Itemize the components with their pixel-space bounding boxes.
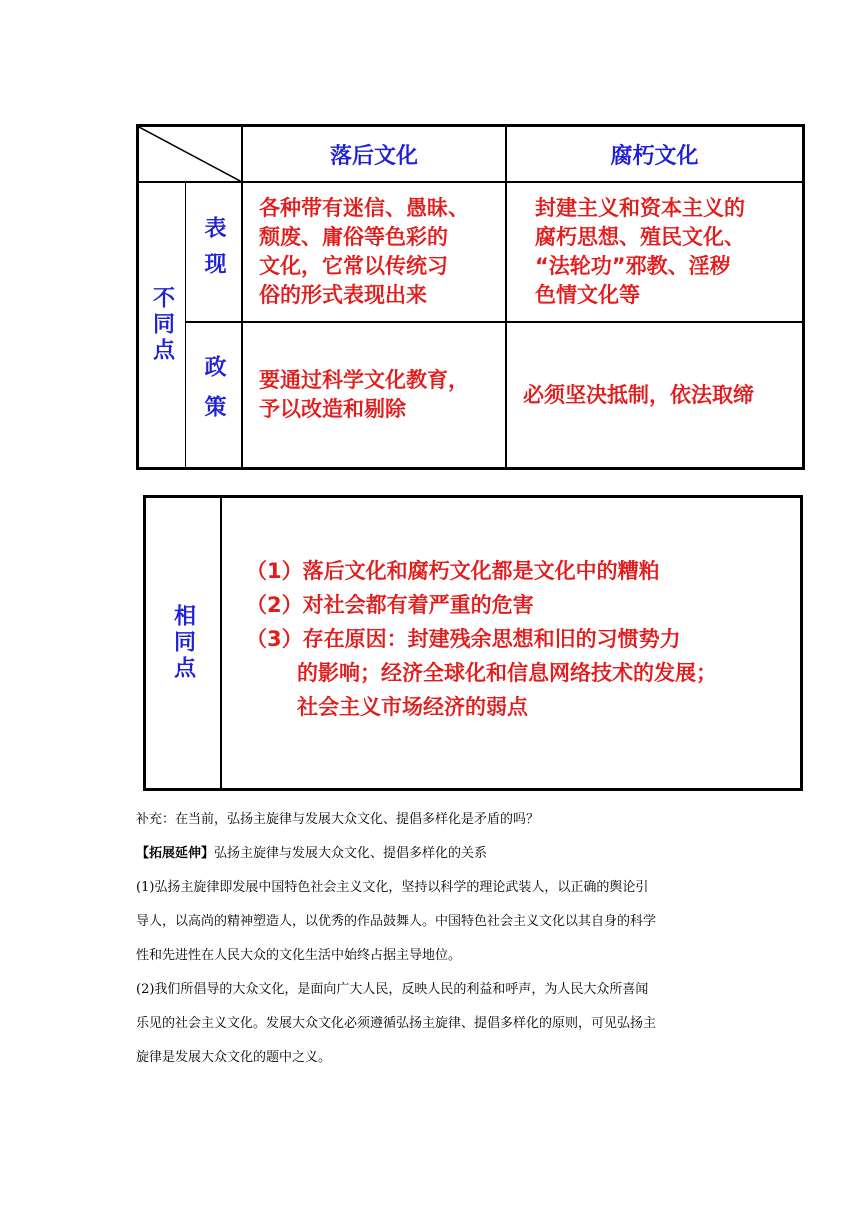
similarity-line: （1）落后文化和腐朽文化都是文化中的糟粕 <box>246 559 660 583</box>
paragraph-2-line: (2)我们所倡导的大众文化，是面向广大人民，反映人民的利益和呼声，为人民大众所喜闻 <box>136 982 649 997</box>
policy-backward: 要通过科学文化教育， 予以改造和剔除 <box>259 368 469 421</box>
differences-label: 不同点 <box>149 286 175 364</box>
similarity-line: （2）对社会都有着严重的危害 <box>246 593 534 617</box>
header-decadent-culture: 腐朽文化 <box>610 143 699 169</box>
manifestation-backward: 各种带有迷信、愚昧、 颓废、庸俗等色彩的 文化，它常以传统习 俗的形式表现出来 <box>259 196 469 307</box>
paragraph-2-line: 乐见的社会主义文化。发展大众文化必须遵循弘扬主旋律、提倡多样化的原则，可见弘扬主 <box>136 1016 657 1031</box>
extension-line <box>136 837 736 871</box>
paragraph-2-line: 旋律是发展大众文化的题中之义。 <box>136 1050 332 1065</box>
comparison-table-similarities <box>143 495 803 791</box>
extension-title: 弘扬主旋律与发展大众文化、提倡多样化的关系 <box>214 846 488 861</box>
policy-decadent: 必须坚决抵制，依法取缔 <box>523 382 754 407</box>
similarity-line: 的影响；经济全球化和信息网络技术的发展； <box>297 661 717 685</box>
supplement-question: 补充：在当前，弘扬主旋律与发展大众文化、提倡多样化是矛盾的吗？ <box>136 812 540 827</box>
manifestation-decadent: 封建主义和资本主义的 腐朽思想、殖民文化、 “法轮功”邪教、淫秽 色情文化等 <box>535 196 745 307</box>
paragraph-1-line: 性和先进性在人民大众的文化生活中始终占据主导地位。 <box>136 948 462 963</box>
similarity-line: （3）存在原因：封建残余思想和旧的习惯势力 <box>246 627 681 651</box>
paragraph-1-line: (1)弘扬主旋律即发展中国特色社会主义文化，坚持以科学的理论武装人，以正确的舆论引 <box>136 880 649 895</box>
row-label-policy: 政策 <box>201 355 226 435</box>
paragraph-1-line: 导人，以高尚的精神塑造人，以优秀的作品鼓舞人。中国特色社会主义文化以其自身的科学 <box>136 914 657 929</box>
row-label-manifestation: 表现 <box>201 216 226 288</box>
similarity-line: 社会主义市场经济的弱点 <box>297 695 528 719</box>
similarities-content <box>246 554 786 724</box>
body-text <box>136 803 736 1075</box>
similarities-label: 相同点 <box>170 604 196 682</box>
extension-heading: 【拓展延伸】 <box>136 846 215 861</box>
header-backward-culture: 落后文化 <box>329 143 418 169</box>
comparison-table-differences <box>136 124 805 470</box>
diagonal-corner-line <box>139 127 242 182</box>
